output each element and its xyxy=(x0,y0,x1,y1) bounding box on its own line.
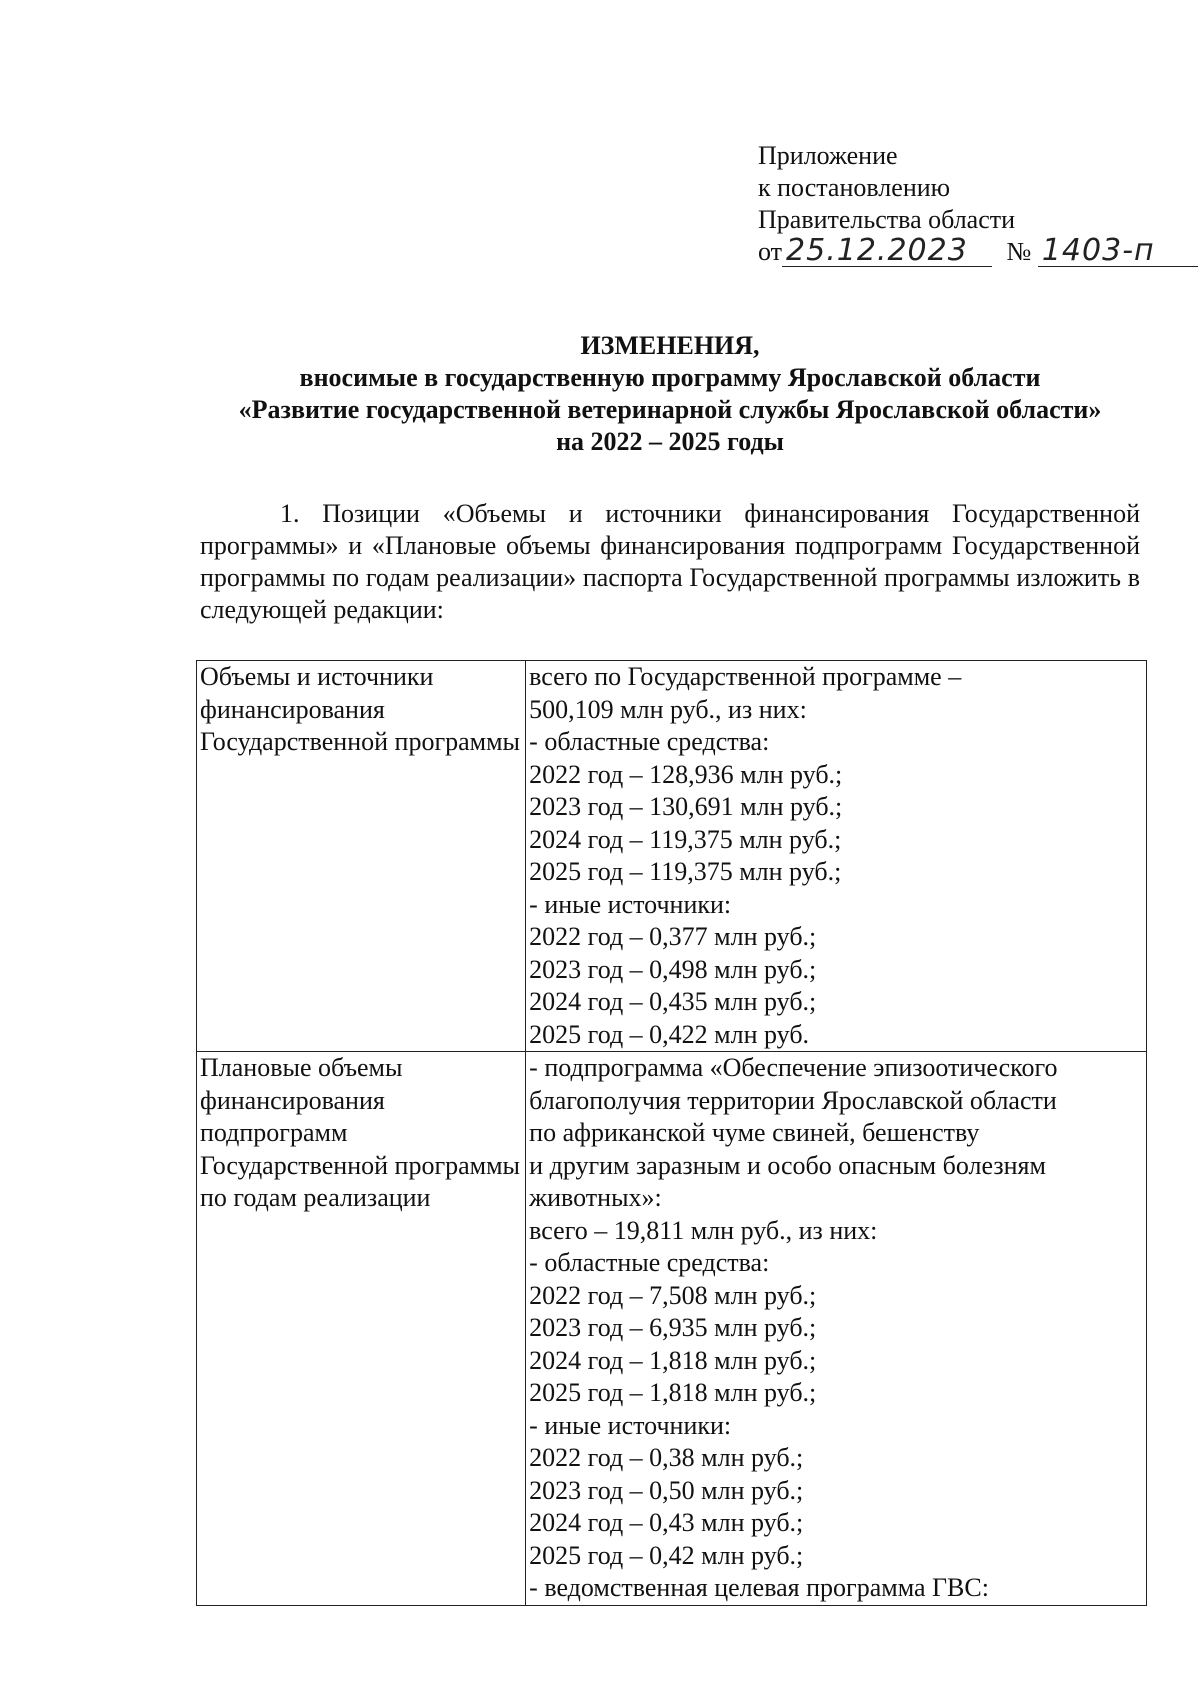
passport-table xyxy=(196,660,1147,1606)
number-sign: № xyxy=(1006,237,1032,266)
value-line: всего – 19,811 млн руб., из них: xyxy=(529,1215,878,1245)
heading-line-3: «Развитие государственной ветеринарной службы Ярославской области» xyxy=(238,395,1102,424)
value-line: 2024 год – 1,818 млн руб.; xyxy=(529,1345,817,1375)
appendix-date-row xyxy=(758,233,1198,268)
table-row xyxy=(197,1052,1147,1606)
value-line: - подпрограмма «Обеспечение эпизоотического xyxy=(529,1053,1058,1082)
value-line: 2025 год – 119,375 млн руб.; xyxy=(529,857,842,886)
value-line: всего по Государственной программе – xyxy=(529,662,962,691)
value-line: - областные средства: xyxy=(529,1248,770,1277)
row-label: Объемы и источники финансирования Государственной программы xyxy=(197,661,526,1052)
heading-line-2: вносимые в государственную программу Ярославской области xyxy=(299,363,1041,392)
value-line: 2025 год – 0,422 млн руб. xyxy=(529,1019,810,1049)
value-line: 2023 год – 0,498 млн руб.; xyxy=(529,954,817,984)
value-line: 2022 год – 0,377 млн руб.; xyxy=(529,922,817,951)
paragraph-1: 1. Позиции «Объемы и источники финансирования Государственной программы» и «Плановые объемы финансирования подпрограмм Государственной программы по годам реализации» паспорта Государственной программы изложить в следующей редакции: xyxy=(200,499,1140,624)
row-value xyxy=(526,661,1147,1052)
value-line: 2023 год – 6,935 млн руб.; xyxy=(529,1313,817,1342)
value-line: 2024 год – 0,43 млн руб.; xyxy=(529,1508,804,1537)
value-line: животных»: xyxy=(529,1183,662,1212)
value-line: 2025 год – 1,818 млн руб.; xyxy=(529,1378,817,1407)
row-value xyxy=(526,1052,1147,1606)
value-line: благополучия территории Ярославской области xyxy=(529,1085,1057,1115)
appendix-line-3: Правительства области xyxy=(758,205,1016,234)
appendix-block xyxy=(758,140,1198,268)
appendix-line-1: Приложение xyxy=(758,141,898,170)
heading-title: ИЗМЕНЕНИЯ, xyxy=(580,331,760,360)
value-line: - иные источники: xyxy=(529,889,732,919)
heading-line-4: на 2022 – 2025 годы xyxy=(556,427,784,456)
appendix-line-2: к постановлению xyxy=(758,173,951,202)
row-label: Плановые объемы финансирования подпрограмм Государственной программы по годам реализации xyxy=(197,1052,526,1606)
value-line: 2022 год – 7,508 млн руб.; xyxy=(529,1280,817,1310)
value-line: 2022 год – 0,38 млн руб.; xyxy=(529,1443,804,1472)
value-line: 2024 год – 0,435 млн руб.; xyxy=(529,987,817,1016)
value-line: 2024 год – 119,375 млн руб.; xyxy=(529,824,842,854)
table-row xyxy=(197,661,1147,1052)
handwritten-date: 25.12.2023 xyxy=(782,236,992,267)
document-heading xyxy=(200,330,1140,458)
handwritten-number: 1403-п xyxy=(1038,236,1198,267)
value-line: - иные источники: xyxy=(529,1410,732,1440)
value-line: по африканской чуме свиней, бешенству xyxy=(529,1118,980,1147)
value-line: и другим заразным и особо опасным болезням xyxy=(529,1150,1046,1180)
value-line: 500,109 млн руб., из них: xyxy=(529,694,807,724)
value-line: - областные средства: xyxy=(529,727,770,756)
date-prefix: от xyxy=(758,237,783,266)
value-line: 2023 год – 130,691 млн руб.; xyxy=(529,792,843,821)
value-line: 2025 год – 0,42 млн руб.; xyxy=(529,1540,804,1570)
value-line: 2023 год – 0,50 млн руб.; xyxy=(529,1475,804,1505)
value-line: 2022 год – 128,936 млн руб.; xyxy=(529,759,843,789)
value-line: - ведомственная целевая программа ГВС: xyxy=(529,1573,989,1602)
